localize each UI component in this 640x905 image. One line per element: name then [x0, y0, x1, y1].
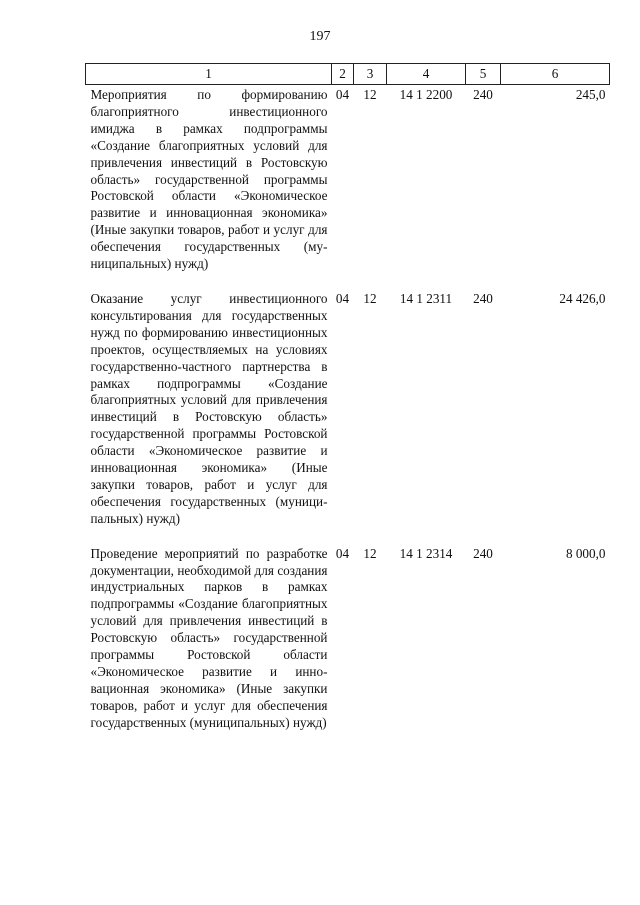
header-col-1: 1 [86, 64, 332, 85]
row-amount: 24 426,0 [559, 290, 606, 306]
table-row [86, 85, 610, 289]
header-col-2: 2 [332, 64, 354, 85]
table-row [86, 289, 610, 544]
page-number: 197 [309, 29, 331, 44]
row-target-article: 14 1 2200 [399, 87, 453, 102]
table-row [86, 544, 610, 748]
header-col-6: 6 [501, 64, 610, 85]
row-section-code: 04 [335, 290, 350, 306]
row-expense-type: 240 [473, 87, 493, 102]
row-amount: 245,0 [575, 87, 606, 102]
row-section-code: 04 [335, 545, 350, 561]
table-header-row [86, 64, 610, 85]
row-target-article: 14 1 2314 [399, 545, 453, 561]
row-amount: 8 000,0 [565, 545, 606, 561]
row-description: Оказание услуг инвестиционного консультирования для государственных нужд по формированию инвестиционных проектов, осуществляемых на условиях государственно-частного партнерства в рамках подпрограммы «Создание благоприятных условий для привлечения инвестиций в Ростовскую область» государственной программы Ростовской области «Экономическое развитие и инновационная экономика» (Иные закупки товаров, работ и услуг для обеспечения государственных (муниципальных) нужд) [90, 290, 328, 526]
header-col-4: 4 [387, 64, 466, 85]
row-section-code: 04 [335, 87, 350, 102]
row-description: Проведение мероприятий по разработке документации, необходимой для создания индустриальных парков в рамках подпрограммы «Создание благоприятных условий для привлечения инвестиций в Ростовскую область» государственной программы Ростовской области «Экономическое развитие и инновационная экономика» (Иные закупки товаров, работ и услуг для обеспечения государственных (муниципальных) нужд) [90, 545, 328, 730]
row-expense-type: 240 [473, 290, 493, 306]
header-col-5: 5 [466, 64, 501, 85]
row-subsection-code: 12 [363, 545, 377, 561]
row-description: Мероприятия по формированию благоприятного инвестиционного имиджа в рамках подпрограммы «Создание благоприятных условий для привлечения инвестиций в Ростовскую область» государственной программы Ростовской области «Экономическое развитие и инновационная экономика» (Иные закупки товаров, работ и услуг для обеспечения государственных (муниципальных) нужд) [90, 87, 328, 272]
row-expense-type: 240 [473, 545, 493, 561]
row-subsection-code: 12 [363, 87, 377, 102]
header-col-3: 3 [354, 64, 387, 85]
row-subsection-code: 12 [363, 290, 377, 306]
budget-table [85, 63, 610, 748]
row-target-article: 14 1 2311 [399, 290, 453, 306]
